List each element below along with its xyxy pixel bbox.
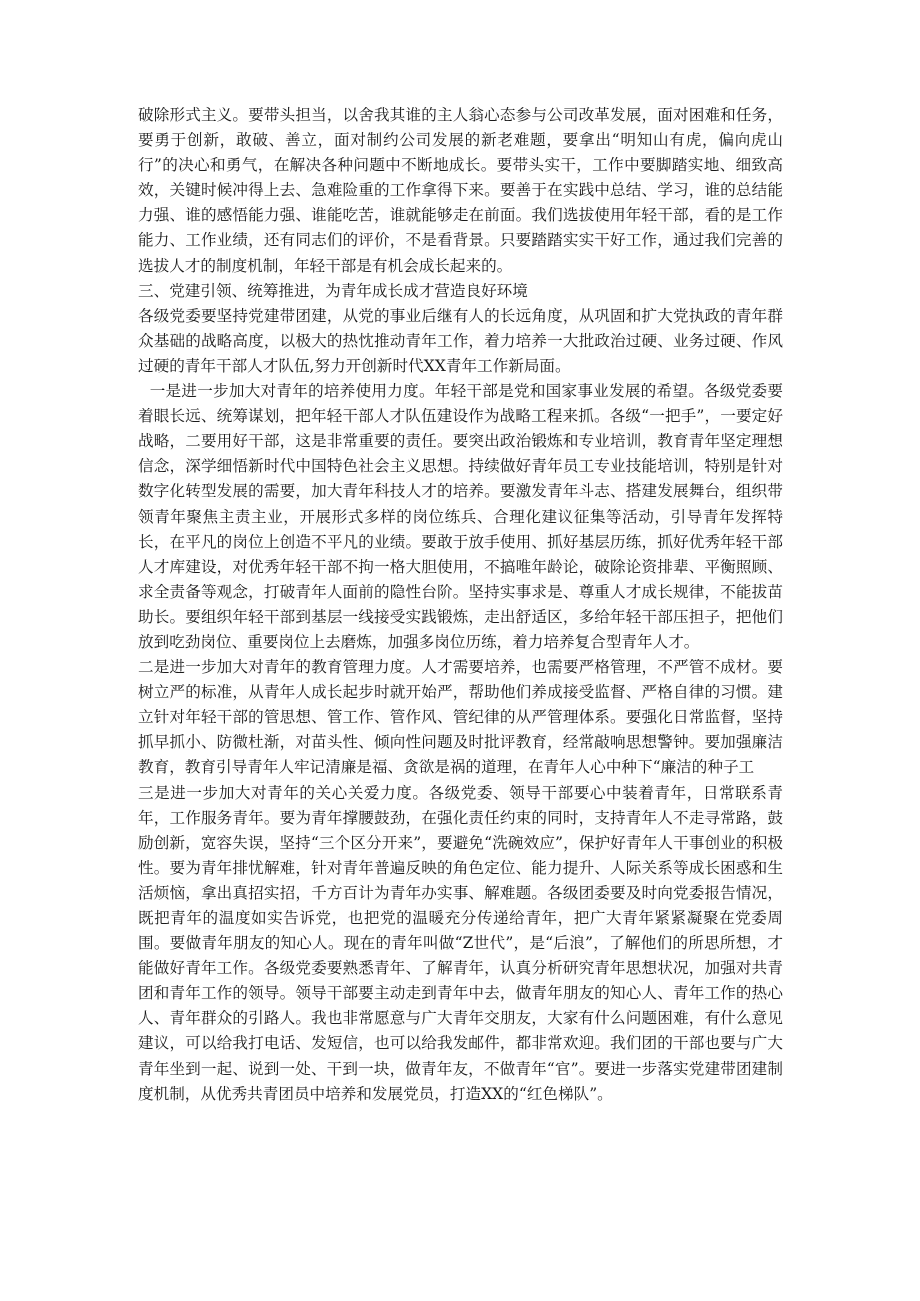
- paragraph-intro: 各级党委要坚持党建带团建，从党的事业后继有人的长远角度，从巩固和扩大党执政的青年群众基础的战略高度，以极大的热忱推动青年工作，着力培养一大批政治过硬、业务过硬、作风过硬的青年干部人才队伍,努力开创新时代XX青年工作新局面。: [138, 306, 783, 375]
- document-body: [138, 103, 783, 1107]
- paragraph-continuation: 破除形式主义。要带头担当，以舍我其谁的主人翁心态参与公司改革发展，面对困难和任务，要勇于创新，敢破、善立，面对制约公司发展的新老难题，要拿出“明知山有虎，偏向虎山行”的决心和勇气，在解决各种问题中不断地成长。要带头实干，工作中要脚踏实地、细致高效，关键时候冲得上去、急难险重的工作拿得下来。要善于在实践中总结、学习，谁的总结能力强、谁的感悟能力强、谁能吃苦，谁就能够走在前面。我们选拔使用年轻干部，看的是工作能力、工作业绩，还有同志们的评价，不是看背景。只要踏踏实实干好工作，通过我们完善的选拔人才的制度机制，年轻干部是有机会成长起来的。: [138, 106, 783, 275]
- paragraph-point-2: 二是进一步加大对青年的教育管理力度。人才需要培养，也需要严格管理，不严管不成材。要树立严的标准，从青年人成长起步时就开始严，帮助他们养成接受监督、严格自律的习惯。建立针对年轻干部的管思想、管工作、管作风、管纪律的从严管理体系。要强化日常监督，坚持抓早抓小、防微杜渐，对苗头性、倾向性问题及时批评教育，经常敲响思想警钟。要加强廉洁教育，教育引导青年人牢记清廉是福、贪欲是祸的道理，在青年人心中种下“廉洁的种子工: [138, 658, 783, 777]
- paragraph-point-3: 三是进一步加大对青年的关心关爱力度。各级党委、领导干部要心中装着青年，日常联系青年，工作服务青年。要为青年撑腰鼓劲，在强化责任约束的同时，支持青年人不走寻常路，鼓励创新，宽容失误，坚持“三个区分开来”，要避免“洗碗效应”，保护好青年人干事创业的积极性。要为青年排忧解难，针对青年普遍反映的角色定位、能力提升、人际关系等成长困惑和生活烦恼，拿出真招实招，千方百计为青年办实事、解难题。各级团委要及时向党委报告情况，既把青年的温度如实告诉党，也把党的温暖充分传递给青年，把广大青年紧紧凝聚在党委周围。要做青年朋友的知心人。现在的青年叫做“Z世代”，是“后浪”，了解他们的所思所想，才能做好青年工作。各级党委要熟悉青年、了解青年，认真分析研究青年思想状况，加强对共青团和青年工作的领导。领导干部要主动走到青年中去，做青年朋友的知心人、青年工作的热心人、青年群众的引路人。我也非常愿意与广大青年交朋友，大家有什么问题困难，有什么意见建议，可以给我打电话、发短信，也可以给我发邮件，都非常欢迎。我们团的干部也要与广大青年坐到一起、说到一处、干到一块，做青年友，不做青年“官”。要进一步落实党建带团建制度机制，从优秀共青团员中培养和发展党员，打造XX的“红色梯队”。: [138, 783, 783, 1103]
- paragraph-point-1: 一是进一步加大对青年的培养使用力度。年轻干部是党和国家事业发展的希望。各级党委要着眼长远、统筹谋划，把年轻干部人才队伍建设作为战略工程来抓。各级“一把手”，一要定好战略，二要用好干部，这是非常重要的责任。要突出政治锻炼和专业培训，教育青年坚定理想信念，深学细悟新时代中国特色社会主义思想。持续做好青年员工专业技能培训，特别是针对数字化转型发展的需要，加大青年科技人才的培养。要激发青年斗志、搭建发展舞台，组织带领青年聚焦主责主业，开展形式多样的岗位练兵、合理化建议征集等活动，引导青年发挥特长，在平凡的岗位上创造不平凡的业绩。要敢于放手使用、抓好基层历练，抓好优秀年轻干部人才库建设，对优秀年轻干部不拘一格大胆使用，不搞唯年龄论，破除论资排辈、平衡照顾、求全责备等观念，打破青年人面前的隐性台阶。坚持实事求是、尊重人才成长规律，不能拔苗助长。要组织年轻干部到基层一线接受实践锻炼，走出舒适区，多给年轻干部压担子，把他们放到吃劲岗位、重要岗位上去磨炼，加强多岗位历练，着力培养复合型青年人才。: [138, 382, 783, 651]
- section-heading-3: 三、党建引领、统筹推进，为青年成长成才营造良好环境: [138, 281, 528, 300]
